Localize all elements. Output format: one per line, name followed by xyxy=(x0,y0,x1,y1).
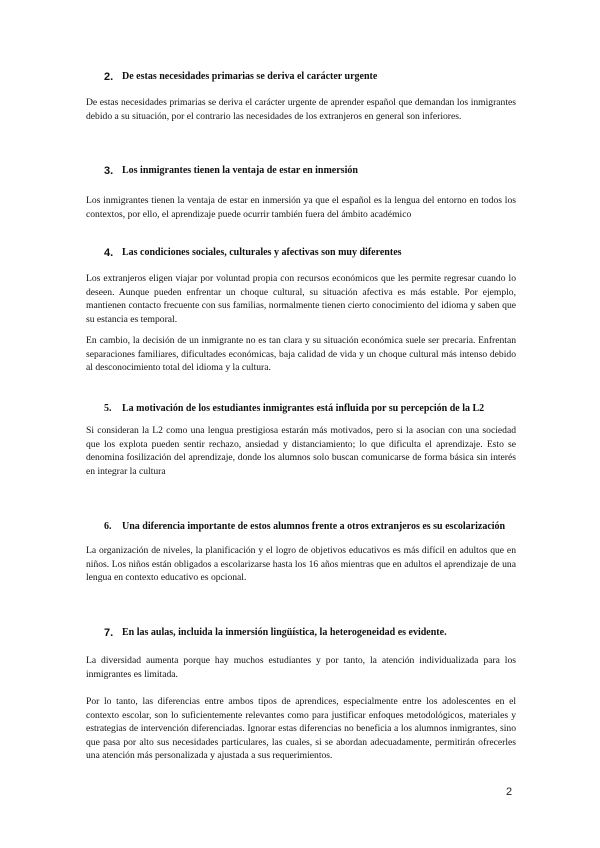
section-title: Una diferencia importante de estos alumnos frente a otros extranjeros es su escolarización xyxy=(122,521,506,532)
section-heading xyxy=(86,164,516,178)
section-4 xyxy=(86,246,516,383)
paragraph: Los inmigrantes tienen la ventaja de estar en inmersión ya que el español es la lengua del entorno en todos los contextos, por ello, el aprendizaje puede ocurrir también fuera del ámbito académico xyxy=(86,195,516,220)
section-number: 7. xyxy=(104,627,114,639)
section-heading xyxy=(86,246,516,260)
section-7 xyxy=(86,626,516,771)
section-title: Las condiciones sociales, culturales y afectivas son muy diferentes xyxy=(122,247,402,258)
section-6 xyxy=(86,520,516,593)
section-heading xyxy=(86,520,516,534)
paragraph: La organización de niveles, la planificación y el logro de objetivos educativos es más difícil en adultos que en niños. Los niños están obligados a escolarizarse hasta los 16 años mientras que en adultos el aprendizaje de una lengua en contexto educativo es opcional. xyxy=(86,545,516,583)
section-heading xyxy=(86,626,516,640)
section-3 xyxy=(86,164,516,229)
section-2 xyxy=(86,70,516,131)
section-number: 2. xyxy=(104,71,114,83)
paragraph: Los extranjeros eligen viajar por voluntad propia con recursos económicos que les permite regresar cuando lo deseen. Aunque pueden enfrentar un choque cultural, su situación afectiva es más estable. Por ejemplo, mantienen contacto frecuente con sus familias, normalmente tienen cierto conocimiento del idioma y saben que su estancia es temporal. xyxy=(86,273,516,325)
paragraph: Por lo tanto, las diferencias entre ambos tipos de aprendices, especialmente entre los adolescentes en el contexto escolar, son lo suficientemente relevantes como para justificar enfoques metodológicos, materiales y estrategias de intervención diferenciadas. Ignorar estas diferencias no beneficia a los alumnos inmigrantes, sino que pasa por alto sus necesidades particulares, las cuales, si se abordan adecuadamente, permitirán ofrecerles una atención más personalizada y ajustada a sus requerimientos. xyxy=(86,696,516,761)
section-title: Los inmigrantes tienen la ventaja de estar en inmersión xyxy=(122,165,358,176)
section-heading xyxy=(86,402,516,416)
paragraph: La diversidad aumenta porque hay muchos estudiantes y por tanto, la atención individualizada para los inmigrantes es limitada. xyxy=(86,655,516,680)
page-number: 2 xyxy=(506,786,513,798)
section-5 xyxy=(86,402,516,486)
section-number: 6. xyxy=(104,521,112,532)
section-number: 5. xyxy=(104,403,112,414)
paragraph: En cambio, la decisión de un inmigrante no es tan clara y su situación económica suele ser precaria. Enfrentan separaciones familiares, dificultades económicas, baja calidad de vida y un choque cultural más intenso debido al desconocimiento total del idioma y la cultura. xyxy=(86,335,516,373)
section-number: 4. xyxy=(104,247,114,259)
paragraph: Si consideran la L2 como una lengua prestigiosa estarán más motivados, pero si la asocian con una sociedad que los explota pueden sentir rechazo, ansiedad y distanciamiento; lo que dificulta el aprendizaje. Esto se denomina fosilización del aprendizaje, donde los alumnos solo buscan comunicarse de forma básica sin interés en integrar la cultura xyxy=(86,425,516,477)
paragraph: De estas necesidades primarias se deriva el carácter urgente de aprender español que demandan los inmigrantes debido a su situación, por el contrario las necesidades de los extranjeros en general son inferiores. xyxy=(86,97,516,122)
section-number: 3. xyxy=(104,165,114,177)
section-title: La motivación de los estudiantes inmigrantes está influida por su percepción de la L2 xyxy=(122,403,485,414)
section-title: En las aulas, incluida la inmersión lingüística, la heterogeneidad es evidente. xyxy=(122,627,447,638)
section-heading xyxy=(86,70,516,84)
section-title: De estas necesidades primarias se deriva el carácter urgente xyxy=(122,71,378,82)
